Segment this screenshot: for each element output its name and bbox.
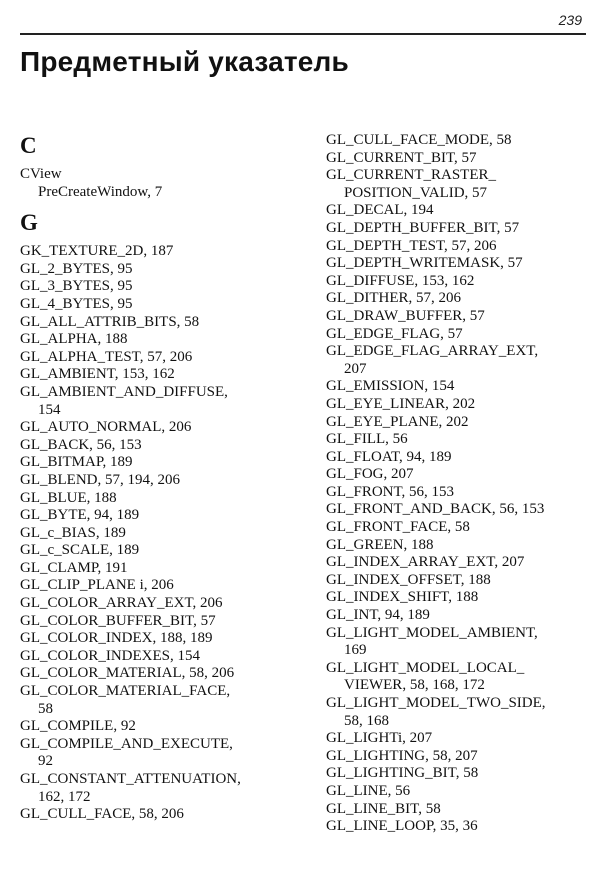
index-entry <box>20 648 305 666</box>
index-term: GL_EYE_PLANE, 202 <box>326 413 469 430</box>
index-term: GL_DRAW_BUFFER, 57 <box>326 307 485 324</box>
index-continuation: 58, 168 <box>344 712 389 729</box>
index-term: GL_EMISSION, 154 <box>326 378 455 395</box>
index-term: GL_LIGHTING, 58, 207 <box>326 747 478 764</box>
index-entry <box>326 238 594 256</box>
section-g-entries <box>20 243 305 824</box>
index-entry <box>326 466 594 484</box>
index-entry <box>326 519 594 537</box>
index-term: GL_ALPHA_TEST, 57, 206 <box>20 348 193 365</box>
index-entry <box>326 695 594 730</box>
index-entry <box>20 595 305 613</box>
index-term: GL_COLOR_MATERIAL_FACE, <box>20 683 231 700</box>
index-term: GL_COLOR_MATERIAL, 58, 206 <box>20 665 235 682</box>
index-entry <box>20 577 305 595</box>
index-entry <box>326 818 594 836</box>
index-entry <box>326 255 594 273</box>
index-term: GL_AMBIENT, 153, 162 <box>20 366 175 383</box>
index-term: GL_FRONT, 56, 153 <box>326 483 455 500</box>
index-entry <box>326 449 594 467</box>
index-term: GL_GREEN, 188 <box>326 536 434 553</box>
index-term: GL_ALL_ATTRIB_BITS, 58 <box>20 313 200 330</box>
index-term: GL_ALPHA, 188 <box>20 331 128 348</box>
index-entry <box>326 273 594 291</box>
index-term: GL_FRONT_AND_BACK, 56, 153 <box>326 501 545 518</box>
index-entry <box>326 607 594 625</box>
page-number: 239 <box>558 12 582 28</box>
index-term: GL_LIGHT_MODEL_LOCAL_ <box>326 659 525 676</box>
index-term: GL_INT, 94, 189 <box>326 607 430 624</box>
index-term: GL_FILL, 56 <box>326 431 408 448</box>
right-column-entries <box>326 132 594 836</box>
index-continuation: 162, 172 <box>38 788 91 805</box>
index-entry <box>326 537 594 555</box>
index-term: GL_COLOR_INDEX, 188, 189 <box>20 630 213 647</box>
index-term: GL_CLIP_PLANE i, 206 <box>20 577 174 594</box>
index-entry <box>20 736 305 771</box>
index-term: GL_LINE_LOOP, 35, 36 <box>326 818 478 835</box>
index-term: GL_BYTE, 94, 189 <box>20 507 140 524</box>
index-term: GL_DEPTH_WRITEMASK, 57 <box>326 255 523 272</box>
index-entry <box>326 431 594 449</box>
index-entry <box>326 801 594 819</box>
index-column-left <box>20 132 305 824</box>
index-continuation: 207 <box>344 360 367 377</box>
index-term: GL_BLUE, 188 <box>20 489 117 506</box>
index-entry <box>326 765 594 783</box>
index-term: GL_LIGHTING_BIT, 58 <box>326 765 479 782</box>
index-entry <box>326 308 594 326</box>
index-entry <box>20 261 305 279</box>
index-entry <box>20 507 305 525</box>
index-term: GL_DITHER, 57, 206 <box>326 290 461 307</box>
index-term: GL_EDGE_FLAG, 57 <box>326 325 463 342</box>
index-entry <box>20 560 305 578</box>
index-entry <box>326 572 594 590</box>
index-entry <box>20 542 305 560</box>
index-entry <box>326 220 594 238</box>
index-entry <box>20 331 305 349</box>
index-term: GL_EDGE_FLAG_ARRAY_EXT, <box>326 343 539 360</box>
index-term: GL_BITMAP, 189 <box>20 454 133 471</box>
index-entry <box>326 378 594 396</box>
index-entry <box>326 414 594 432</box>
index-term: GL_CULL_FACE_MODE, 58 <box>326 132 512 148</box>
index-term: GL_COMPILE_AND_EXECUTE, <box>20 735 233 752</box>
index-entry <box>20 454 305 472</box>
index-entry <box>20 490 305 508</box>
index-entry <box>20 166 305 184</box>
index-term: GL_COLOR_INDEXES, 154 <box>20 647 200 664</box>
index-entry <box>326 484 594 502</box>
index-entry <box>20 314 305 332</box>
index-continuation: 92 <box>38 753 53 770</box>
index-entry <box>326 202 594 220</box>
section-letter-c: C <box>20 133 37 158</box>
index-continuation: 169 <box>344 642 367 659</box>
index-continuation: VIEWER, 58, 168, 172 <box>344 677 485 694</box>
index-continuation: 154 <box>38 401 61 418</box>
index-entry <box>20 366 305 384</box>
index-term: GL_2_BYTES, 95 <box>20 260 133 277</box>
index-term: GL_4_BYTES, 95 <box>20 295 133 312</box>
index-term: GL_INDEX_ARRAY_EXT, 207 <box>326 554 525 571</box>
index-entry <box>326 501 594 519</box>
index-term: PreCreateWindow, 7 <box>38 183 163 200</box>
index-term: GL_LINE_BIT, 58 <box>326 800 441 817</box>
index-entry <box>20 419 305 437</box>
index-term: GL_CONSTANT_ATTENUATION, <box>20 771 241 787</box>
index-entry <box>326 554 594 572</box>
index-entry <box>20 437 305 455</box>
index-entry <box>20 243 305 261</box>
index-term: GL_BLEND, 57, 194, 206 <box>20 471 180 488</box>
index-term: GL_CURRENT_RASTER_ <box>326 167 497 184</box>
index-term: GL_INDEX_SHIFT, 188 <box>326 589 479 606</box>
index-term: GL_CULL_FACE, 58, 206 <box>20 806 184 823</box>
index-term: GL_EYE_LINEAR, 202 <box>326 395 476 412</box>
index-entry <box>20 184 305 202</box>
index-term: GL_c_SCALE, 189 <box>20 542 140 559</box>
index-entry <box>326 396 594 414</box>
index-entry <box>326 625 594 660</box>
index-entry <box>326 748 594 766</box>
section-letter-g: G <box>20 210 38 236</box>
index-entry <box>20 630 305 648</box>
index-term: GL_DIFFUSE, 153, 162 <box>326 272 475 289</box>
index-term: GL_FLOAT, 94, 189 <box>326 448 452 465</box>
index-entry <box>326 150 594 168</box>
index-term: GL_3_BYTES, 95 <box>20 278 133 295</box>
index-term: GL_DEPTH_TEST, 57, 206 <box>326 237 497 254</box>
index-entry <box>20 683 305 718</box>
index-term: GL_COMPILE, 92 <box>20 718 136 735</box>
index-term: GL_FOG, 207 <box>326 466 414 483</box>
index-term: GL_LINE, 56 <box>326 782 411 799</box>
index-entry <box>326 783 594 801</box>
index-entry <box>20 613 305 631</box>
index-term: GK_TEXTURE_2D, 187 <box>20 243 174 260</box>
index-entry <box>20 771 305 806</box>
index-term: GL_COLOR_BUFFER_BIT, 57 <box>20 612 216 629</box>
index-entry <box>20 278 305 296</box>
index-entry <box>20 806 305 824</box>
index-entry <box>326 730 594 748</box>
index-term: GL_BACK, 56, 153 <box>20 436 142 453</box>
index-term: GL_DEPTH_BUFFER_BIT, 57 <box>326 219 520 236</box>
section-c-entries <box>20 166 305 201</box>
index-entry <box>20 525 305 543</box>
index-term: GL_INDEX_OFFSET, 188 <box>326 571 491 588</box>
index-entry <box>326 343 594 378</box>
index-term: GL_CURRENT_BIT, 57 <box>326 149 477 166</box>
index-term: CView <box>20 166 62 182</box>
index-entry <box>20 296 305 314</box>
index-column-right <box>326 132 594 836</box>
index-term: GL_FRONT_FACE, 58 <box>326 519 470 536</box>
index-entry <box>326 660 594 695</box>
index-term: GL_AMBIENT_AND_DIFFUSE, <box>20 383 228 400</box>
index-entry <box>20 472 305 490</box>
index-term: GL_LIGHT_MODEL_TWO_SIDE, <box>326 695 546 711</box>
index-term: GL_CLAMP, 191 <box>20 559 128 576</box>
index-entry <box>326 290 594 308</box>
index-entry <box>20 384 305 419</box>
index-entry <box>326 132 594 150</box>
index-term: GL_AUTO_NORMAL, 206 <box>20 419 192 436</box>
index-entry <box>20 718 305 736</box>
header-rule <box>20 33 586 35</box>
index-term: GL_LIGHT_MODEL_AMBIENT, <box>326 624 538 641</box>
page-title: Предметный указатель <box>20 46 349 77</box>
index-term: GL_c_BIAS, 189 <box>20 524 126 541</box>
index-entry <box>20 349 305 367</box>
index-entry <box>326 589 594 607</box>
index-entry <box>326 326 594 344</box>
index-continuation: POSITION_VALID, 57 <box>344 184 488 201</box>
index-continuation: 58 <box>38 700 53 717</box>
index-entry <box>20 665 305 683</box>
index-term: GL_LIGHTi, 207 <box>326 730 433 747</box>
index-term: GL_DECAL, 194 <box>326 202 434 219</box>
index-entry <box>326 167 594 202</box>
index-term: GL_COLOR_ARRAY_EXT, 206 <box>20 595 223 612</box>
